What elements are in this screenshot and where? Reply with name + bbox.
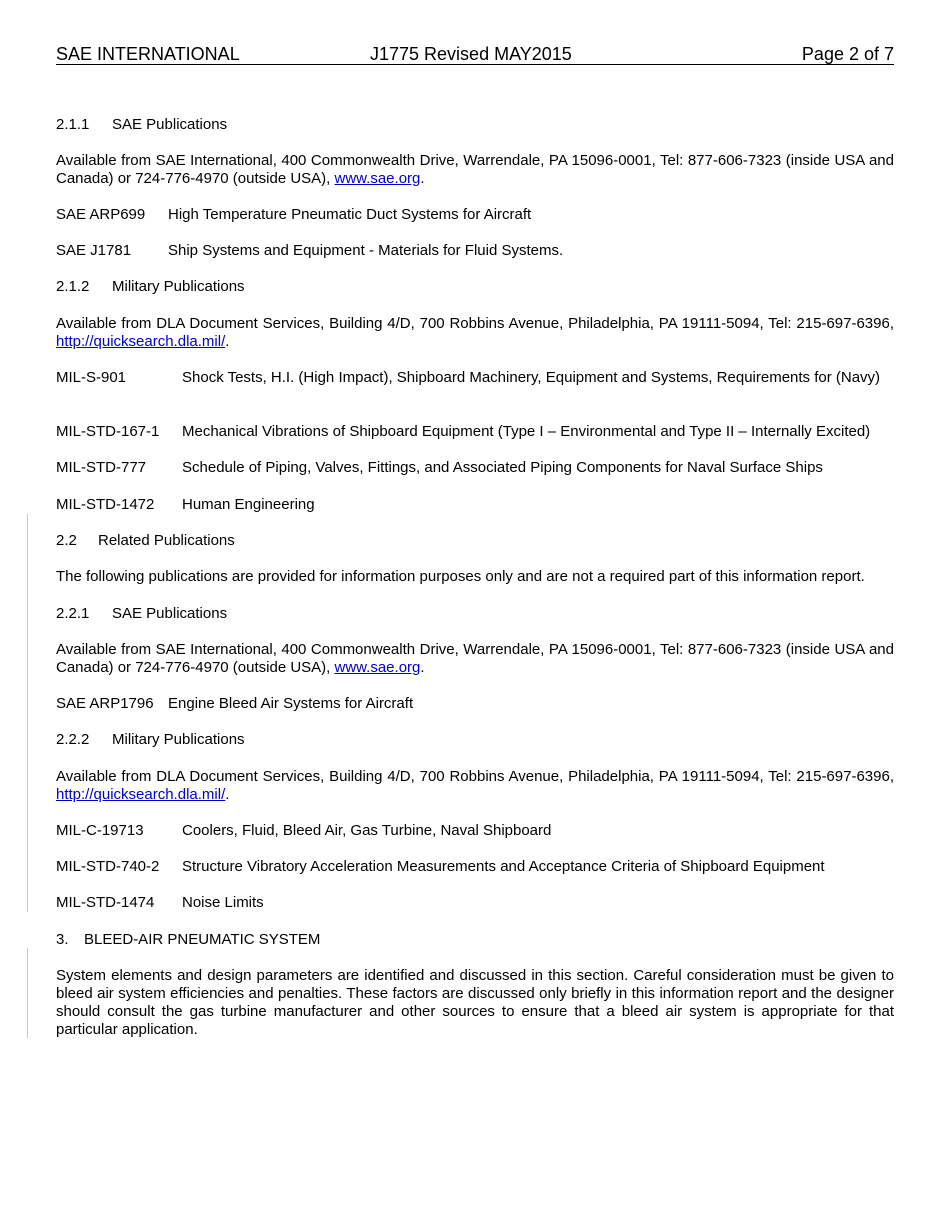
period: . (225, 786, 230, 803)
section-number: 2.1.1 (56, 116, 90, 133)
availability-text: Available from SAE International, 400 Commonwealth Drive, Warrendale, PA 15096-0001, Tel: 877-606-7323 (inside USA and Canada) or 724-776-4970 (outside USA), (56, 152, 894, 187)
period: . (420, 170, 425, 187)
header-document-id: J1775 Revised MAY2015 (370, 44, 572, 64)
availability-paragraph (56, 152, 894, 188)
reference-title: Shock Tests, H.I. (High Impact), Shipboard Machinery, Equipment and Systems, Requirements for (Navy) (182, 369, 881, 386)
section-number: 3. (56, 931, 69, 948)
reference-entry (56, 369, 894, 405)
section-title: SAE Publications (112, 116, 228, 133)
section-heading-2-2-1 (56, 605, 894, 623)
section-title: Military Publications (112, 278, 245, 295)
availability-text: Available from DLA Document Services, Building 4/D, 700 Robbins Avenue, Philadelphia, PA 19111-5094, Tel: 215-697-6396, (56, 315, 894, 332)
section-heading-2-1-1 (56, 116, 894, 134)
reference-title: Structure Vibratory Acceleration Measurements and Acceptance Criteria of Shipboard Equipment (182, 858, 825, 875)
revision-bar (27, 948, 28, 1038)
availability-paragraph (56, 641, 894, 677)
period: . (225, 333, 230, 350)
sae-website-link[interactable]: www.sae.org (334, 170, 421, 187)
period: . (420, 659, 425, 676)
reference-title: Ship Systems and Equipment - Materials for Fluid Systems. (168, 242, 564, 259)
reference-title: Mechanical Vibrations of Shipboard Equipment (Type I – Environmental and Type II – Internally Excited) (182, 423, 871, 440)
reference-code: SAE J1781 (56, 242, 132, 259)
section-number: 2.2.2 (56, 731, 90, 748)
section-number: 2.1.2 (56, 278, 90, 295)
availability-text: Available from DLA Document Services, Building 4/D, 700 Robbins Avenue, Philadelphia, PA 19111-5094, Tel: 215-697-6396, (56, 768, 894, 785)
section-title: Military Publications (112, 731, 245, 748)
section-title: BLEED-AIR PNEUMATIC SYSTEM (84, 931, 321, 948)
reference-code: SAE ARP699 (56, 206, 146, 223)
reference-title: Engine Bleed Air Systems for Aircraft (168, 695, 414, 712)
availability-paragraph (56, 768, 894, 804)
section-paragraph: System elements and design parameters are identified and discussed in this section. Careful consideration must be given to bleed air system efficiencies and penalties. These factors are discussed only briefly in this information report and the designer should consult the gas turbine manufacturer and other sources to ensure that a bleed air system is appropriate for that particular application. (56, 967, 894, 1038)
header-organization: SAE INTERNATIONAL (56, 44, 240, 64)
reference-code: MIL-STD-777 (56, 459, 147, 476)
section-paragraph: The following publications are provided for information purposes only and are not a required part of this information report. (56, 568, 865, 585)
reference-code: MIL-STD-1472 (56, 496, 155, 513)
section-heading-2-1-2 (56, 278, 894, 296)
section-number: 2.2.1 (56, 605, 90, 622)
reference-code: SAE ARP1796 (56, 695, 154, 712)
header-page-number: Page 2 of 7 (801, 44, 894, 64)
reference-title: Schedule of Piping, Valves, Fittings, and Associated Piping Components for Naval Surface Ships (182, 459, 823, 476)
reference-title: Coolers, Fluid, Bleed Air, Gas Turbine, Naval Shipboard (182, 822, 552, 839)
reference-title: Human Engineering (182, 496, 315, 513)
section-heading-2-2 (56, 532, 894, 550)
reference-code: MIL-C-19713 (56, 822, 144, 839)
section-number: 2.2 (56, 532, 77, 549)
section-title: Related Publications (98, 532, 235, 549)
revision-bar (27, 514, 28, 912)
dla-website-link[interactable]: http://quicksearch.dla.mil/ (56, 333, 226, 350)
availability-text: Available from SAE International, 400 Commonwealth Drive, Warrendale, PA 15096-0001, Tel: 877-606-7323 (inside USA and Canada) or 724-776-4970 (outside USA), (56, 641, 894, 676)
reference-code: MIL-S-901 (56, 369, 127, 386)
section-heading-2-2-2 (56, 731, 894, 749)
reference-code: MIL-STD-167-1 (56, 423, 160, 440)
dla-website-link[interactable]: http://quicksearch.dla.mil/ (56, 786, 226, 803)
section-title: SAE Publications (112, 605, 228, 622)
reference-title: High Temperature Pneumatic Duct Systems for Aircraft (168, 206, 532, 223)
reference-code: MIL-STD-740-2 (56, 858, 160, 875)
page-header (56, 44, 894, 65)
sae-website-link[interactable]: www.sae.org (334, 659, 421, 676)
reference-code: MIL-STD-1474 (56, 894, 155, 911)
availability-paragraph (56, 315, 894, 351)
section-heading-3 (56, 931, 894, 949)
reference-title: Noise Limits (182, 894, 264, 911)
